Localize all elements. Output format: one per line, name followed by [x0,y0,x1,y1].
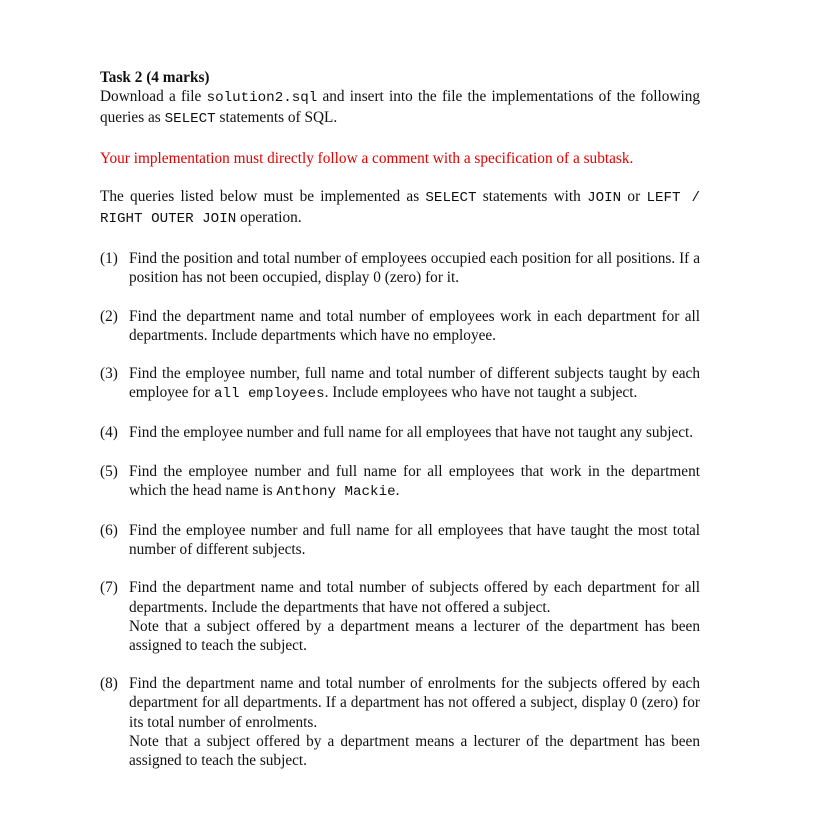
queries-intro [100,187,700,229]
subtask-number: (2) [100,307,118,325]
subtask-note: Note that a subject offered by a department means a lecturer of the department has been assigned to teach the subject. [129,617,700,655]
intro-text-pre: Download a file [100,88,207,106]
subtask-text [129,364,700,404]
subtask-note: Note that a subject offered by a department means a lecturer of the department has been assigned to teach the subject. [129,732,700,770]
subtask-text-post: . [395,481,400,499]
subtask-text [129,462,700,502]
queries-text-post: operation. [236,209,302,227]
document-body [100,68,700,789]
subtask-number: (3) [100,365,118,383]
head-name-code: Anthony Mackie [276,483,396,500]
solution-file-name: solution2.sql [206,90,318,107]
subtask-text: Find the employee number and full name for all employees that have taught the most total number of different subjects. [129,522,700,559]
queries-text-or: or [621,187,647,205]
queries-outer-join-keyword: LEFT / RIGHT OUTER JOIN [100,189,700,228]
queries-text-pre: The queries listed below must be implemented as [100,187,426,205]
subtask-number: (8) [100,675,118,693]
subtask-list [100,249,700,770]
queries-select-keyword: SELECT [425,189,477,206]
subtask-2 [100,307,700,345]
subtask-6 [100,521,700,559]
subtask-number: (1) [100,250,118,268]
subtask-text-pre: Find the employee number, full name and total number of different subjects taught by each employee for [129,365,700,402]
subtask-8 [100,674,700,770]
subtask-number: (6) [100,522,118,540]
all-employees-code: all employees [213,386,325,403]
subtask-text: Find the department name and total number of employees work in each department for all departments. Include departments which have no employee. [129,307,700,344]
subtask-number: (7) [100,579,118,597]
queries-join-keyword: JOIN [587,189,622,206]
subtask-text: Find the department name and total number of subjects offered by each department for all departments. Include the departments that have not offered a subject. [129,579,700,616]
intro-text-mid: and insert into the file the implementations of the following queries as [100,88,701,127]
subtask-text: Find the position and total number of employees occupied each position for all positions. If a position has not been occupied, display 0 (zero) for it. [129,250,700,287]
subtask-3 [100,364,700,404]
intro-text-post: statements of SQL. [215,109,338,127]
subtask-4 [100,423,700,442]
task-title: Task 2 (4 marks) [100,69,210,86]
warning-note: Your implementation must directly follow a comment with a specification of a subtask. [100,149,634,167]
subtask-number: (5) [100,462,118,480]
subtask-number: (4) [100,424,118,442]
subtask-text-post: . Include employees who have not taught a subject. [324,384,638,402]
subtask-5 [100,462,700,502]
subtask-text: Find the department name and total number of enrolments for the subjects offered by each department for all departments. If a department has not offered a subject, display 0 (zero) for its total number of enrolments. [129,675,700,731]
task-intro [100,87,700,129]
intro-select-keyword: SELECT [164,111,216,128]
subtask-1 [100,249,700,287]
subtask-7 [100,578,700,655]
subtask-text-pre: Find the employee number and full name for all employees that work in the department which the head name is [129,462,700,499]
subtask-text: Find the employee number and full name for all employees that have not taught any subject. [129,424,694,442]
queries-text-mid: statements with [476,187,588,205]
